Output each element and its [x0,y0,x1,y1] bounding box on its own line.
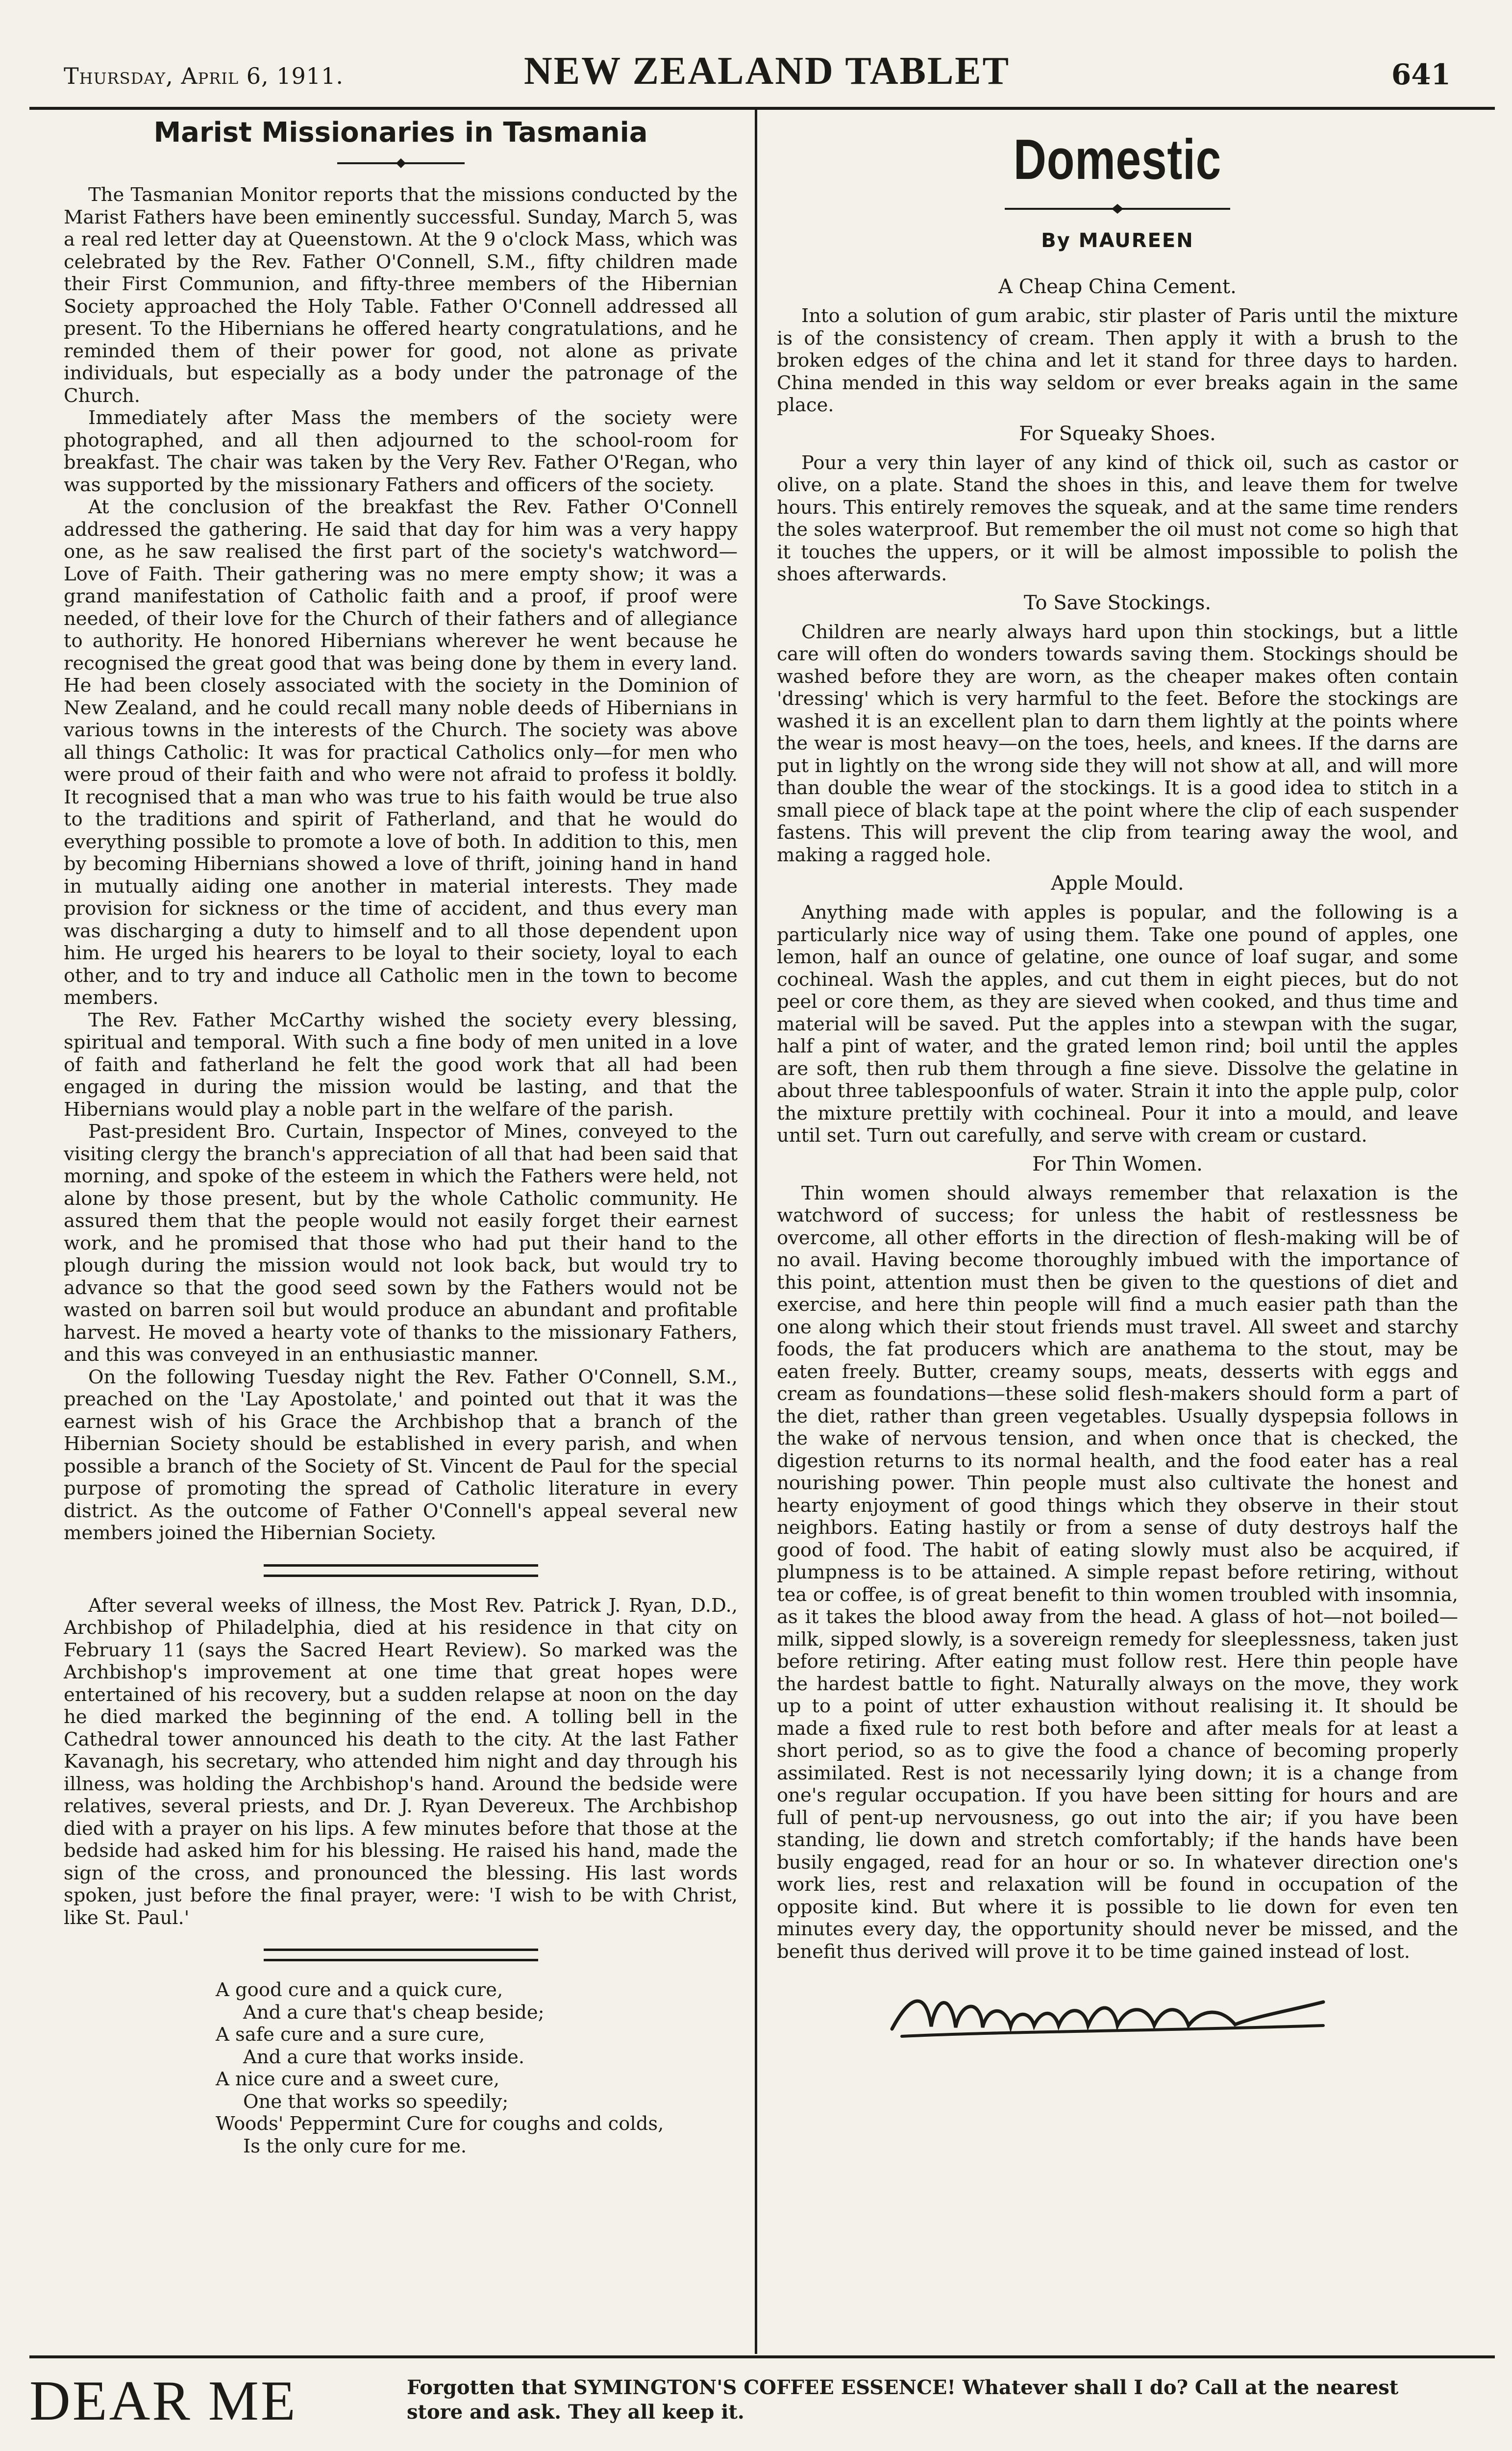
recipe-heading: For Squeaky Shoes. [1019,422,1216,445]
article-paragraph: The Tasmanian Monitor reports that the missions conducted by the Marist Fathers have been eminently successful. Sunday, March 5, was a real red letter day at Queenstown. At the 9 o'clock Mass, which was celebrated by the Rev. Father O'Connell, S.M., fifty children made their First Communion, and fifty-three members of the Hibernian Society approached the Holy Table. Father O'Connell addressed all present. To the Hibernians he offered hearty congratulations, and he reminded them of their power for good, not alone as private individuals, but especially as a body under the patronage of the Church. [64,184,738,407]
advertisement [29,2370,1495,2432]
recipe-text: Into a solution of gum arabic, stir plaster of Paris until the mixture is of the consistency of cream. Then apply it with a brush to the broken edges of the china and let it stand for three days to harden. China mended in this way seldom or ever breaks again in the same place. [777,305,1458,416]
header-rule [29,107,1495,110]
signature [777,1982,1458,2043]
poem-line: And a cure that's cheap beside; [243,2001,545,2024]
poem-line: A nice cure and a sweet cure, [216,2068,500,2090]
poem [64,1979,738,2157]
poem-line: Is the only cure for me. [243,2135,467,2157]
recipe-heading: Apple Mould. [1051,872,1184,895]
page-header [64,49,1470,103]
issue-date: Thursday, April 6, 1911. [64,63,344,89]
title-ornament [1005,203,1230,215]
poem-line: Woods' Peppermint Cure for coughs and colds, [216,2113,664,2135]
ad-text: Forgotten that SYMINGTON'S COFFEE ESSENCE! Whatever shall I do? Call at the nearest store and ask. They all keep it. [407,2376,1399,2424]
article-paragraph: On the following Tuesday night the Rev. Father O'Connell, S.M., preached on the 'Lay Apostolate,' and pointed out that it was the earnest wish of his Grace the Archbishop that a branch of the Hibernian Society should be established in every parish, and when possible a branch of the Society of St. Vincent de Paul for the special purpose of promoting the spread of Catholic literature in every district. As the outcome of Father O'Connell's appeal several new members joined the Hibernian Society. [64,1366,738,1544]
article-title: Marist Missionaries in Tasmania [153,117,648,149]
recipe-heading: To Save Stockings. [1023,591,1212,614]
masthead-title: NEW ZEALAND TABLET [523,50,1011,93]
recipe-text: Anything made with apples is popular, and the following is a particularly nice way of using them. Take one pound of apples, one lemon, half an ounce of gelatine, one ounce of loaf sugar, and some cochineal. Wash the apples, and cut them in eight pieces, but do not peel or core them, as they are sieved when cooked, and thus time and material will be saved. Put the apples into a stewpan with the sugar, half a pint of water, and the grated lemon rind; boil until the apples are soft, then rub them through a fine sieve. Dissolve the gelatine in about three tablespoonfuls of water. Strain it into the apple pulp, color the mixture prettily with cochineal. Pour it into a mould, and leave until set. Turn out carefully, and serve with cream or custard. [777,901,1458,1147]
byline: By MAUREEN [1041,229,1194,252]
recipe-heading: For Thin Women. [1032,1152,1203,1175]
title-ornament [337,157,465,169]
section-title: Domestic [1013,127,1222,191]
maureen-signature [882,1982,1353,2041]
article-paragraph: The Rev. Father McCarthy wished the society every blessing, spiritual and temporal. With such a fine body of men united in a love of faith and fatherland he felt the good work that all had been engaged in during the mission would be lasting, and that the Hibernians would play a noble part in the welfare of the parish. [64,1009,738,1121]
poem-line: A safe cure and a sure cure, [216,2024,485,2046]
recipe-text: Pour a very thin layer of any kind of thick oil, such as castor or olive, on a plate. Stand the shoes in this, and leave them for twelve hours. This entirely removes the squeak, and at the same time renders the soles waterproof. But remember the oil must not come so high that it touches the uppers, or it will be almost impossible to polish the shoes afterwards. [777,451,1458,585]
page-number: 641 [1391,58,1451,91]
footer-rule [29,2355,1495,2358]
obituary-paragraph: After several weeks of illness, the Most Rev. Patrick J. Ryan, D.D., Archbishop of Philadelphia, died at his residence in that city on February 11 (says the Sacred Heart Review). So marked was the Archbishop's improvement at one time that great hopes were entertained of his recovery, but a sudden relapse at noon on the day he died marked the beginning of the end. A tolling bell in the Cathedral tower announced his death to the city. At the last Father Kavanagh, his secretary, who attended him night and day through his illness, was holding the Archbishop's hand. Around the bedside were relatives, several priests, and Dr. J. Ryan Devereux. The Archbishop died with a prayer on his lips. A few minutes before that those at the bedside had asked him for his blessing. He raised his hand, made the sign of the cross, and pronounced the blessing. His last words spoken, just before the final prayer, were: 'I wish to be with Christ, like St. Paul.' [64,1594,738,1929]
article-paragraph: Immediately after Mass the members of the society were photographed, and all then adjourned to the school-room for breakfast. The chair was taken by the Very Rev. Father O'Regan, who was supported by the missionary Fathers and officers of the society. [64,407,738,496]
recipe-text: Thin women should always remember that relaxation is the watchword of success; for unless the habit of restlessness be overcome, all other efforts in the direction of flesh-making will be of no avail. Having become thoroughly imbued with the importance of this point, attention must then be given to the questions of diet and exercise, and here thin people will find a much easier path than the one along which their stout friends must travel. All sweet and starchy foods, the fat producers which are anathema to the stout, may be eaten freely. Butter, creamy soups, meats, desserts with eggs and cream as foundations—these solid flesh-makers should form a part of the diet, rather than green vegetables. Usually dyspepsia follows in the wake of nervous tension, and when once that is checked, the digestion returns to its normal health, and the food eater has a real nourishing power. Thin people must also cultivate the honest and hearty enjoyment of good things which they observe in their stout neighbors. Eating hastily or from a sense of duty destroys half the good of food. The habit of eating slowly must also be acquired, if plumpness is to be attained. A simple repast before retiring, without tea or coffee, is of great benefit to thin women troubled with insomnia, as it takes the blood away from the head. A glass of hot—not boiled—milk, sipped slowly, is a sovereign remedy for sleeplessness, taken just before retiring. After eating must follow rest. Here thin people have the hardest battle to fight. Naturally always on the move, they work up to a point of utter exhaustion without realising it. It should be made a fixed rule to rest both before and after meals for at least a short period, so as to give the food a chance of becoming properly assimilated. Rest is not necessarily lying down; it is a change from one's regular occupation. If you have been sitting for hours and are full of pent-up nervousness, go out into the air; if you have been standing, lie down and stretch comfortably; if the hands have been busily engaged, read for an hour or so. In whatever direction one's work lies, rest and relaxation will be found in occupation of the opposite kind. But where it is possible to lie down for even ten minutes every day, the opportunity should never be missed, and the benefit thus derived will prove it to be time gained instead of lost. [777,1182,1458,1963]
ad-headline: DEAR ME [29,2370,297,2432]
article-paragraph: At the conclusion of the breakfast the Rev. Father O'Connell addressed the gathering. He said that day for him was a very happy one, as he saw realised the first part of the society's watchword—Love of Faith. Their gathering was no mere empty show; it was a grand manifestation of Catholic faith and a proof, if proof were needed, of their love for the Church of their fathers and of allegiance to authority. He honored Hibernians wherever he went because he recognised the great good that was being done by them in every land. He had been closely associated with the society in the Dominion of New Zealand, and he could recall many noble deeds of Hibernians in various towns in the interests of the Church. The society was above all things Catholic: It was for practical Catholics only—for men who were proud of their faith and who were not afraid to profess it boldly. It recognised that a man who was true to his faith would be true also to the traditions and spirit of Fatherland, and that he would do everything possible to promote a love of both. In addition to this, men by becoming Hibernians showed a love of thrift, joining hand in hand in mutually aiding one another in material interests. They made provision for sickness or the time of accident, and thus every man was discharging a duty to himself and to all those dependent upon him. He urged his hearers to be loyal to their society, loyal to each other, and to try and induce all Catholic men in the town to become members. [64,496,738,1009]
article-paragraph: Past-president Bro. Curtain, Inspector of Mines, conveyed to the visiting clergy the branch's appreciation of all that had been said that morning, and spoke of the esteem in which the Fathers were held, not alone by those present, but by the whole Catholic community. He assured them that the people would not easily forget their earnest work, and he promised that those who had put their hand to the plough during the mission would not look back, but would try to advance so that the good seed sown by the Fathers would not be wasted on barren soil but would produce an abundant and profitable harvest. He moved a hearty vote of thanks to the missionary Fathers, and this was conveyed in an enthusiastic manner. [64,1121,738,1366]
poem-line: One that works so speedily; [243,2090,509,2113]
poem-line: A good cure and a quick cure, [216,1979,503,2001]
section-separator [264,1949,538,1961]
right-column [777,113,1458,2043]
left-column [64,113,738,2157]
recipe-text: Children are nearly always hard upon thin stockings, but a little care will often do wonders towards saving them. Stockings should be washed before they are worn, as the cheaper makes often contain 'dressing' which is very harmful to the feet. Before the stockings are washed it is an excellent plan to darn them lightly at the points where the wear is most heavy—on the toes, heels, and knees. If the darns are put in lightly on the wrong side they will not show at all, and will more than double the wear of the stockings. It is a good idea to stitch in a small piece of black tape at the point where the clip of each suspender fastens. This will prevent the clip from tearing away the wool, and making a ragged hole. [777,621,1458,866]
recipe-heading: A Cheap China Cement. [998,275,1237,298]
section-separator [264,1564,538,1577]
column-divider [755,109,757,2354]
poem-line: And a cure that works inside. [243,2046,525,2068]
